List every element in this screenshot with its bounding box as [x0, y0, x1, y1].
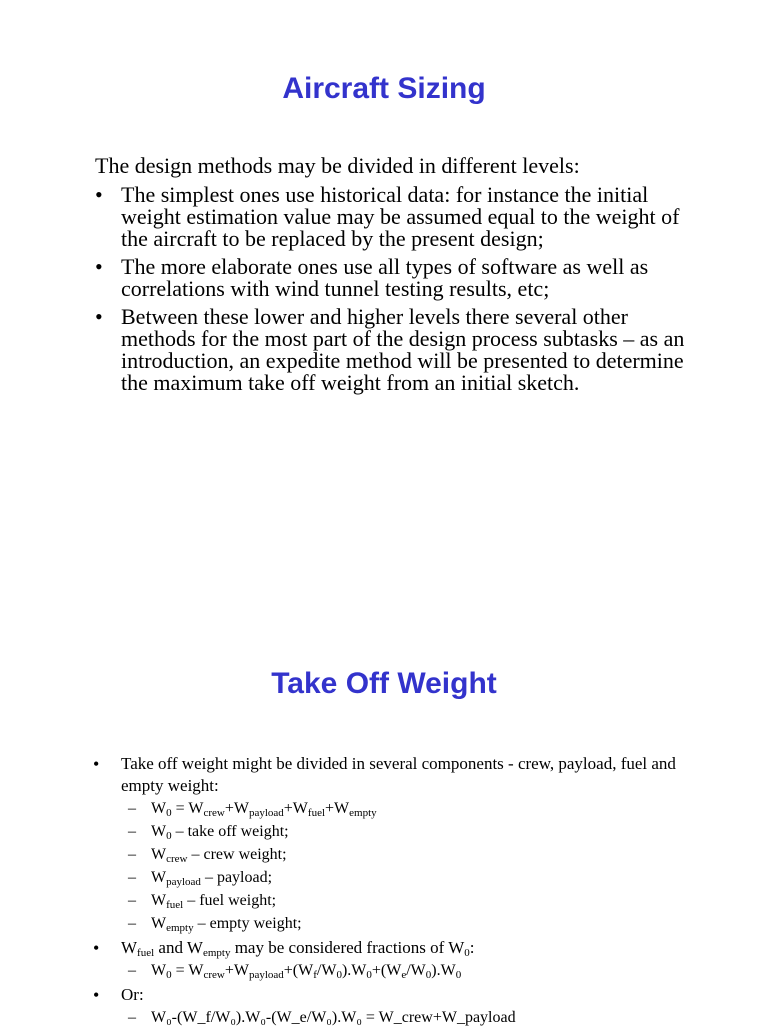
list-item-text: Between these lower and higher levels there several other methods for the most part of the design process subtasks – as an introduction, an expedite method will be presented to determine the maximum take off weight from an initial sketch.	[121, 304, 685, 395]
equation-rearranged: – W₀-(W_f/W₀).W₀-(W_e/W₀).W₀ = W_crew+W_payload	[128, 1006, 713, 1029]
slide-aircraft-sizing	[0, 0, 768, 512]
dash-icon: –	[128, 962, 136, 979]
dash-icon: –	[128, 846, 136, 863]
sub-list	[93, 797, 713, 935]
definition-empty: – $W_{empty}$ – empty weight;	[128, 912, 713, 935]
definition-fuel: – $W_{fuel}$ – fuel weight;	[128, 889, 713, 912]
bullet-icon: •	[95, 304, 103, 329]
list-item-text: The simplest ones use historical data: for instance the initial weight estimation value may be assumed equal to the weight of the aircraft to be replaced by the present design;	[121, 182, 680, 251]
bullet-icon: •	[93, 938, 100, 958]
definition-w0: – $W_0$ – take off weight;	[128, 820, 713, 843]
definition-payload: – $W_{payload}$ – payload;	[128, 866, 713, 889]
equation-fractions: – $W_0 = W_{crew}+W_{payload}+(W_f/W_0).W_0+(W_e/W_0).W_0$	[128, 959, 713, 982]
list-item-text: Or:	[121, 985, 144, 1004]
sub-list	[93, 1006, 713, 1029]
dash-icon: –	[128, 823, 136, 840]
equation-takeoff-weight: – $W_0 = W_{crew}+W_{payload}+W_{fuel}+W_{empty}$	[128, 797, 713, 820]
list-item-text: Take off weight might be divided in several components - crew, payload, fuel and empty weight:	[121, 754, 676, 795]
dash-icon: –	[128, 915, 136, 932]
dash-icon: –	[128, 1009, 136, 1026]
slide-take-off-weight	[0, 512, 768, 1024]
slide-title: Take Off Weight	[271, 667, 497, 700]
list-item	[93, 753, 713, 797]
bullet-icon: •	[93, 754, 100, 774]
dash-icon: –	[128, 892, 136, 909]
list-item: • $W_{fuel}$ and $W_{empty}$ may be considered fractions of $W_0$:	[93, 938, 475, 959]
bullet-icon: •	[93, 985, 100, 1005]
slide-body	[93, 753, 713, 1031]
list-item	[95, 306, 705, 394]
list-item	[93, 984, 713, 1006]
bullet-list	[95, 184, 705, 400]
bullet-icon: •	[95, 182, 103, 207]
dash-icon: –	[128, 800, 136, 817]
list-item	[95, 184, 705, 250]
bullet-icon: •	[95, 254, 103, 279]
slide-title: Aircraft Sizing	[282, 72, 486, 105]
intro-text: The design methods may be divided in different levels:	[95, 153, 580, 178]
list-item-text: The more elaborate ones use all types of software as well as correlations with wind tunnel testing results, etc;	[121, 254, 649, 301]
sub-list	[93, 959, 713, 982]
dash-icon: –	[128, 869, 136, 886]
definition-crew: – $W_{crew}$ – crew weight;	[128, 843, 713, 866]
list-item	[95, 256, 705, 300]
